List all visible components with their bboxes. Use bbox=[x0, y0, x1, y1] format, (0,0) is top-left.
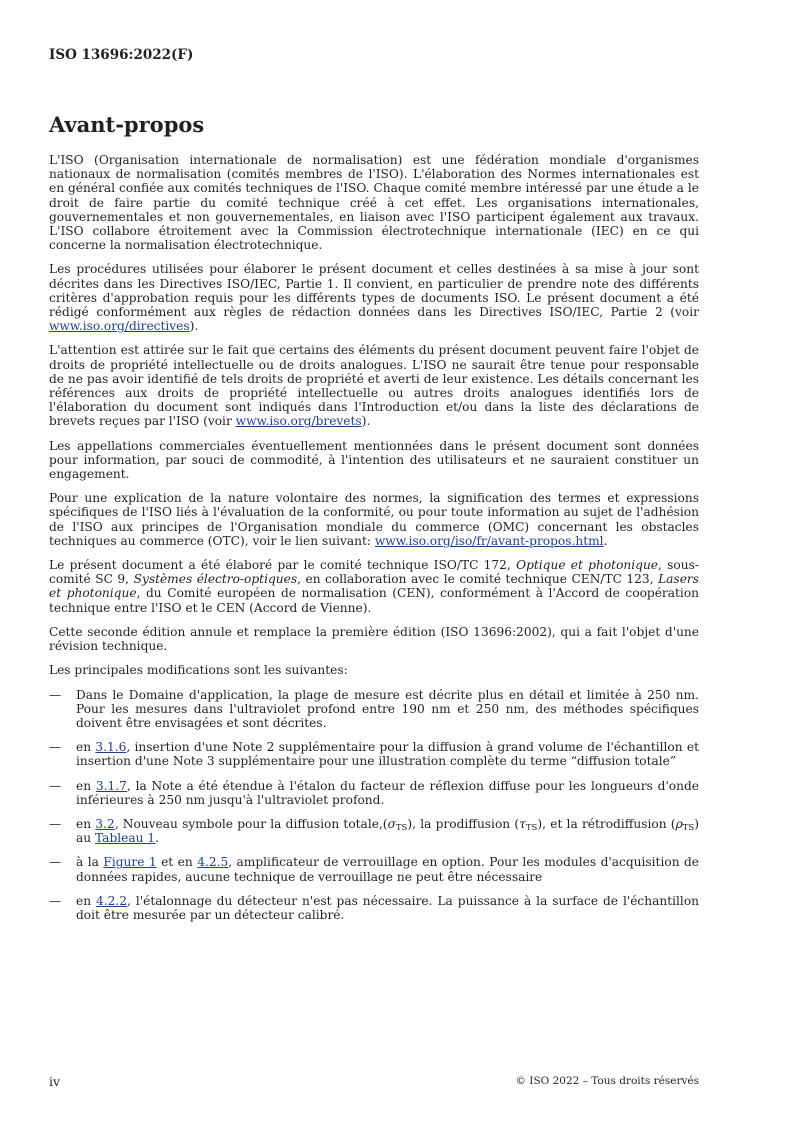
text: ), la prodiffusion ( bbox=[407, 816, 520, 831]
sigma-symbol: σ bbox=[387, 816, 396, 831]
text: ) au bbox=[76, 816, 700, 846]
rho-symbol: ρ bbox=[675, 816, 683, 831]
subcommittee-title: Systèmes électro-optiques bbox=[133, 572, 298, 587]
text: , du Comité européen de normalisation (CEN), conformément à l'Accord de coopération technique entre l'ISO et le CEN (Accord de Vienne). bbox=[49, 586, 700, 615]
subscript: TS bbox=[395, 822, 408, 833]
list-item bbox=[49, 688, 699, 731]
paragraph-voluntary-nature bbox=[49, 491, 699, 548]
foreword-body bbox=[49, 153, 699, 932]
ref-link-4-2-2[interactable]: 4.2.2 bbox=[96, 893, 128, 908]
text: à la bbox=[76, 855, 104, 870]
text: en bbox=[76, 816, 96, 831]
ref-link-3-1-6[interactable]: 3.1.6 bbox=[95, 740, 127, 755]
paragraph-iso-intro: L'ISO (Organisation internationale de normalisation) est une fédération mondiale d'organismes nationaux de normalisation (comités membres de l'ISO). L'élaboration des Normes internationales est en général confiée aux comités techniques de l'ISO. Chaque comité membre intéressé par une étude a le droit de faire partie du comité technique créé à cet effet. Les organisations internationales, gouvernementales et non gouvernementales, en liaison avec l'ISO participent également aux travaux. L'ISO collabore étroitement avec la Commission électrotechnique internationale (IEC) en ce qui concerne la normalisation électrotechnique. bbox=[49, 153, 699, 253]
text: ). bbox=[361, 414, 371, 429]
ref-link-3-2[interactable]: 3.2 bbox=[95, 816, 115, 831]
text: en bbox=[76, 893, 97, 908]
paragraph-procedures bbox=[49, 262, 699, 333]
ref-link-3-1-7[interactable]: 3.1.7 bbox=[95, 778, 127, 793]
copyright-notice: © ISO 2022 – Tous droits réservés bbox=[515, 1075, 699, 1087]
dash-marker: — bbox=[49, 687, 62, 702]
text: et en bbox=[156, 855, 198, 870]
dash-marker: — bbox=[49, 778, 62, 793]
list-item bbox=[49, 855, 699, 883]
foreword-link[interactable]: www.iso.org/iso/fr/avant-propos.html bbox=[374, 533, 604, 548]
dash-marker: — bbox=[49, 893, 62, 908]
dash-marker: — bbox=[49, 855, 62, 870]
text: , amplificateur de verrouillage en option. Pour les modules d'acquisition de données rapides, aucune technique de verrouillage ne peut être nécessaire bbox=[76, 855, 700, 884]
text: , insertion d'une Note 2 supplémentaire pour la diffusion à grand volume de l'échantillon et insertion d'une Note 3 supplémentaire pour une illustration complète du terme “diffusion totale” bbox=[76, 740, 700, 769]
text: , la Note a été étendue à l'étalon du facteur de réflexion diffuse pour les longueurs d'onde inférieures à 250 nm jusqu'à l'ultraviolet profond. bbox=[76, 778, 699, 807]
changes-list bbox=[49, 688, 699, 923]
paragraph-changes-intro: Les principales modifications sont les suivantes: bbox=[49, 663, 348, 678]
text: , l'étalonnage du détecteur n'est pas nécessaire. La puissance à la surface de l'échantillon doit être mesurée par un détecteur calibré. bbox=[76, 893, 700, 922]
paragraph-committee bbox=[49, 558, 699, 615]
document-id: ISO 13696:2022(F) bbox=[49, 47, 194, 63]
ref-link-table-1[interactable]: Tableau 1 bbox=[95, 831, 156, 846]
text: ). bbox=[189, 319, 199, 334]
committee-title: Optique et photonique bbox=[516, 558, 659, 573]
page-title: Avant-propos bbox=[49, 112, 205, 137]
text: , en collaboration avec le comité technique CEN/TC 123, bbox=[297, 572, 659, 587]
dash-marker: — bbox=[49, 816, 62, 831]
text: . bbox=[603, 533, 608, 548]
paragraph-patents bbox=[49, 343, 699, 428]
text: , Nouveau symbole pour la diffusion totale,( bbox=[114, 816, 388, 831]
list-item bbox=[49, 779, 699, 807]
subscript: TS bbox=[525, 822, 538, 833]
subscript: TS bbox=[682, 822, 695, 833]
text: . bbox=[155, 831, 159, 846]
directives-link[interactable]: www.iso.org/directives bbox=[49, 319, 190, 334]
paragraph-edition: Cette seconde édition annule et remplace la première édition (ISO 13696:2002), qui a fait l'objet d'une révision technique. bbox=[49, 624, 699, 654]
paragraph-trade-names: Les appellations commerciales éventuellement mentionnées dans le présent document sont données pour information, par souci de commodité, à l'intention des utilisateurs et ne sauraient constituer un engagement. bbox=[49, 438, 699, 482]
text: Le présent document a été élaboré par le comité technique ISO/TC 172, bbox=[49, 558, 517, 573]
text: , sous-comité SC 9, bbox=[49, 558, 699, 587]
ref-link-figure-1[interactable]: Figure 1 bbox=[103, 855, 157, 870]
text: Les procédures utilisées pour élaborer le présent document et celles destinées à sa mise à jour sont décrites dans les Directives ISO/IEC, Partie 1. Il convient, en particulier de prendre note des différents critères d'approbation requis pour les différents types de documents ISO. Le présent document a été rédigé conformément aux règles de rédaction données dans les Directives ISO/IEC, Partie 2 (voir bbox=[49, 262, 699, 320]
text: Dans le Domaine d'application, la plage de mesure est décrite plus en détail et limitée à 250 nm. Pour les mesures dans l'ultraviolet profond entre 190 nm et 250 nm, des méthodes spécifiques doivent être envisagées et sont décrites. bbox=[76, 687, 699, 730]
text: ), et la rétrodiffusion ( bbox=[537, 816, 676, 831]
list-item bbox=[49, 894, 699, 922]
dash-marker: — bbox=[49, 740, 62, 755]
ref-link-4-2-5[interactable]: 4.2.5 bbox=[197, 855, 229, 870]
patents-link[interactable]: www.iso.org/brevets bbox=[235, 414, 362, 429]
text: en bbox=[76, 740, 96, 755]
text: L'attention est attirée sur le fait que certains des éléments du présent document peuvent faire l'objet de droits de propriété intellectuelle ou de droits analogues. L'ISO ne saurait être tenue pour responsable de ne pas avoir identifié de tels droits de propriété et averti de leur existence. Les détails concernant les références aux droits de propriété intellectuelle ou autres droits analogues identifiés lors de l'élaboration du document sont indiqués dans l'Introduction et/ou dans la liste des déclarations de brevets reçues par l'ISO (voir bbox=[49, 343, 699, 429]
page-number: iv bbox=[49, 1074, 61, 1089]
list-item bbox=[49, 740, 699, 768]
text: Pour une explication de la nature volontaire des normes, la signification des termes et expressions spécifiques de l'ISO liés à l'évaluation de la conformité, ou pour toute information au sujet de l'adhésion de l'ISO aux principes de l'Organisation mondiale du commerce (OMC) concernant les obstacles techniques au commerce (OTC), voir le lien suivant: bbox=[49, 491, 699, 548]
list-item bbox=[49, 817, 699, 845]
text: en bbox=[76, 778, 96, 793]
cen-committee-title: Lasers et photonique bbox=[49, 572, 699, 601]
tau-symbol: τ bbox=[519, 816, 526, 831]
